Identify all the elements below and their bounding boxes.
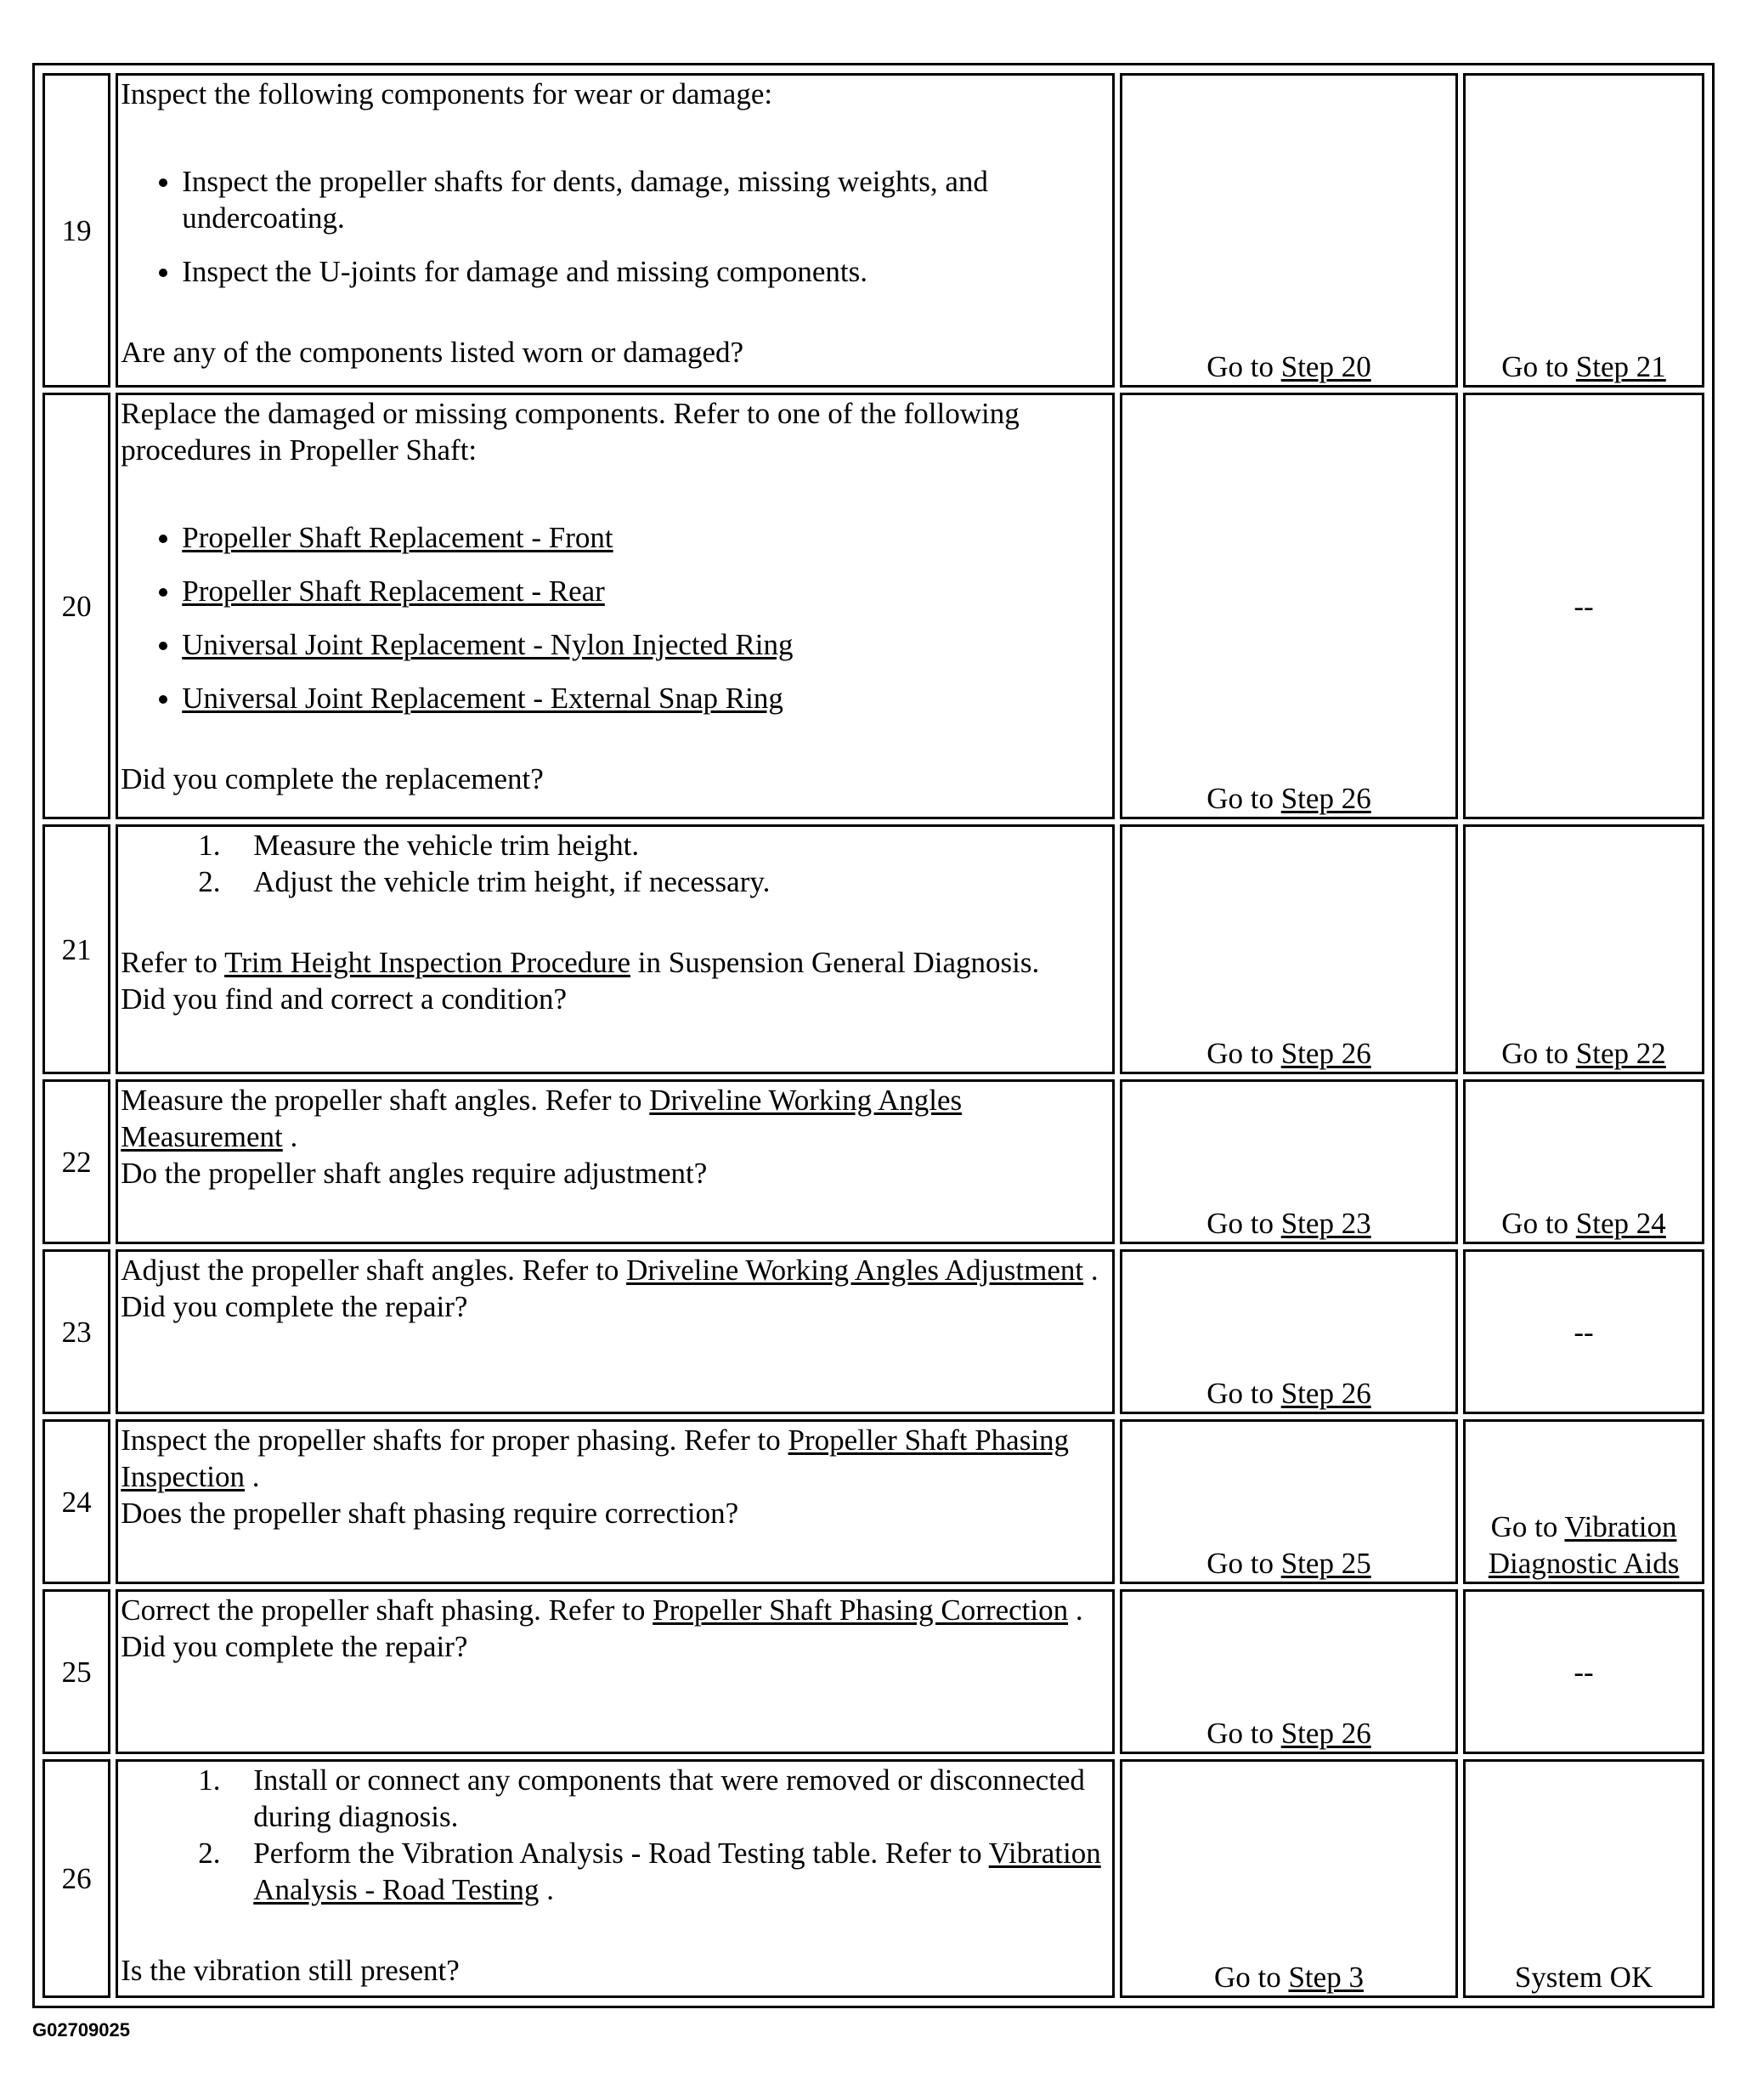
refer-prefix: Refer to (121, 946, 218, 979)
procedure-link[interactable]: Driveline Working Angles Measurement (121, 1084, 963, 1153)
numbered-list (121, 1762, 1110, 1908)
no-cell: -- (1463, 1589, 1704, 1754)
action-question: Are any of the components listed worn or damaged? (121, 336, 744, 369)
table-row (42, 1589, 1704, 1754)
no-prefix: Go to (1501, 1207, 1569, 1240)
action-question: Did you complete the replacement? (121, 762, 544, 795)
yes-cell (1120, 1759, 1458, 1998)
procedure-link[interactable]: Propeller Shaft Replacement - Front (182, 521, 613, 554)
step-link[interactable]: Step 26 (1280, 1377, 1371, 1410)
table-row (42, 73, 1704, 388)
procedure-link[interactable]: Trim Height Inspection Procedure (224, 946, 630, 979)
action-cell (116, 1759, 1115, 1998)
table-row (42, 1079, 1704, 1244)
action-cell (116, 1079, 1115, 1244)
lead-prefix: Measure the propeller shaft angles. Refer to (121, 1084, 642, 1117)
vibration-aids-link[interactable]: Vibration Diagnostic Aids (1488, 1510, 1680, 1580)
action-question: Does the propeller shaft phasing require correction? (121, 1497, 739, 1530)
action-cell (116, 824, 1115, 1074)
yes-prefix: Go to (1206, 782, 1274, 815)
lead-suffix: . (1090, 1254, 1099, 1287)
procedure-link[interactable]: Driveline Working Angles Adjustment (626, 1254, 1084, 1287)
figure-code: G02709025 (32, 2019, 130, 2041)
yes-cell (1120, 1419, 1458, 1584)
action-cell (116, 1589, 1115, 1754)
list-item: • Inspect the U-joints for damage and missing components. (182, 253, 1110, 290)
lead-suffix: . (251, 1460, 260, 1493)
no-cell (1463, 824, 1704, 1074)
procedure-link-list (121, 519, 1110, 716)
yes-prefix: Go to (1206, 1037, 1274, 1070)
action-question: Did you complete the repair? (121, 1290, 468, 1323)
procedure-link[interactable]: Universal Joint Replacement - Nylon Injected Ring (182, 628, 794, 661)
action-question: Is the vibration still present? (121, 1954, 460, 1987)
diagnostic-table-frame (32, 63, 1715, 2008)
list-item (182, 680, 1110, 716)
step-number: 20 (42, 393, 110, 819)
no-prefix: Go to (1501, 350, 1569, 383)
item-prefix: Perform the Vibration Analysis - Road Testing table. Refer to (253, 1837, 982, 1870)
list-item: 1. Measure the vehicle trim height. (228, 827, 1110, 863)
yes-cell (1120, 1589, 1458, 1754)
yes-prefix: Go to (1206, 1717, 1274, 1750)
action-question: Did you complete the repair? (121, 1630, 468, 1663)
list-item: • Inspect the propeller shafts for dents, damage, missing weights, and undercoating. (182, 163, 1110, 236)
table-row (42, 1249, 1704, 1414)
action-lead (121, 1422, 1110, 1495)
yes-prefix: Go to (1213, 1961, 1281, 1994)
step-link[interactable]: Step 3 (1288, 1961, 1364, 1994)
yes-cell (1120, 393, 1458, 819)
no-cell: -- (1463, 1249, 1704, 1414)
step-number: 26 (42, 1759, 110, 1998)
yes-prefix: Go to (1206, 1547, 1274, 1580)
list-item (228, 1835, 1110, 1908)
item-suffix: . (546, 1873, 554, 1906)
action-lead (121, 1252, 1110, 1288)
refer-suffix: in Suspension General Diagnosis. (637, 946, 1040, 979)
no-cell (1463, 1079, 1704, 1244)
step-number: 21 (42, 824, 110, 1074)
procedure-link[interactable]: Universal Joint Replacement - External Snap Ring (182, 682, 783, 715)
action-cell (116, 1419, 1115, 1584)
no-prefix: Go to (1501, 1037, 1569, 1070)
yes-cell (1120, 73, 1458, 388)
step-link[interactable]: Step 23 (1280, 1207, 1371, 1240)
procedure-link[interactable]: Propeller Shaft Phasing Inspection (121, 1424, 1070, 1493)
action-lead (121, 1592, 1110, 1628)
list-item (182, 626, 1110, 663)
yes-prefix: Go to (1206, 1377, 1274, 1410)
procedure-link[interactable]: Vibration Analysis - Road Testing (253, 1837, 1101, 1906)
table-row (42, 1759, 1704, 1998)
procedure-link[interactable]: Propeller Shaft Phasing Correction (653, 1593, 1069, 1627)
action-cell (116, 393, 1115, 819)
numbered-list (121, 827, 1110, 900)
no-prefix: Go to (1490, 1510, 1558, 1543)
no-cell (1463, 1419, 1704, 1584)
procedure-link[interactable]: Propeller Shaft Replacement - Rear (182, 575, 605, 608)
action-question: Did you find and correct a condition? (121, 982, 568, 1016)
step-link[interactable]: Step 25 (1280, 1547, 1371, 1580)
bullet-list (121, 163, 1110, 290)
yes-cell (1120, 824, 1458, 1074)
action-cell (116, 73, 1115, 388)
action-lead (121, 1082, 1110, 1155)
action-lead: Inspect the following components for wear or damage: (121, 77, 773, 110)
table-row (42, 1419, 1704, 1584)
lead-prefix: Inspect the propeller shafts for proper phasing. Refer to (121, 1424, 781, 1457)
table-row (42, 393, 1704, 819)
lead-suffix: . (1075, 1593, 1083, 1627)
diagnostic-table (37, 68, 1709, 2003)
action-question: Do the propeller shaft angles require adjustment? (121, 1157, 708, 1190)
step-link[interactable]: Step 20 (1280, 350, 1371, 383)
table-row (42, 824, 1704, 1074)
lead-prefix: Adjust the propeller shaft angles. Refer to (121, 1254, 619, 1287)
yes-cell (1120, 1249, 1458, 1414)
step-number: 24 (42, 1419, 110, 1584)
yes-prefix: Go to (1206, 350, 1274, 383)
list-item: 2. Adjust the vehicle trim height, if necessary. (228, 863, 1110, 900)
lead-prefix: Correct the propeller shaft phasing. Refer to (121, 1593, 646, 1627)
step-link[interactable]: Step 22 (1575, 1037, 1666, 1070)
yes-cell (1120, 1079, 1458, 1244)
refer-text (121, 944, 1110, 981)
step-number: 22 (42, 1079, 110, 1244)
step-link[interactable]: Step 26 (1280, 1037, 1371, 1070)
lead-suffix: . (290, 1120, 298, 1153)
no-cell: System OK (1463, 1759, 1704, 1998)
step-link[interactable]: Step 26 (1280, 1717, 1371, 1750)
action-cell (116, 1249, 1115, 1414)
step-number: 25 (42, 1589, 110, 1754)
step-link[interactable]: Step 21 (1575, 350, 1666, 383)
action-lead: Replace the damaged or missing components. Refer to one of the following procedures in Propeller Shaft: (121, 397, 1020, 467)
no-cell (1463, 73, 1704, 388)
step-number: 23 (42, 1249, 110, 1414)
step-link[interactable]: Step 24 (1575, 1207, 1666, 1240)
list-item (182, 573, 1110, 609)
step-number: 19 (42, 73, 110, 388)
yes-prefix: Go to (1206, 1207, 1274, 1240)
no-cell: -- (1463, 393, 1704, 819)
list-item: 1. Install or connect any components that were removed or disconnected during diagnosis. (228, 1762, 1110, 1835)
step-link[interactable]: Step 26 (1280, 782, 1371, 815)
list-item (182, 519, 1110, 556)
